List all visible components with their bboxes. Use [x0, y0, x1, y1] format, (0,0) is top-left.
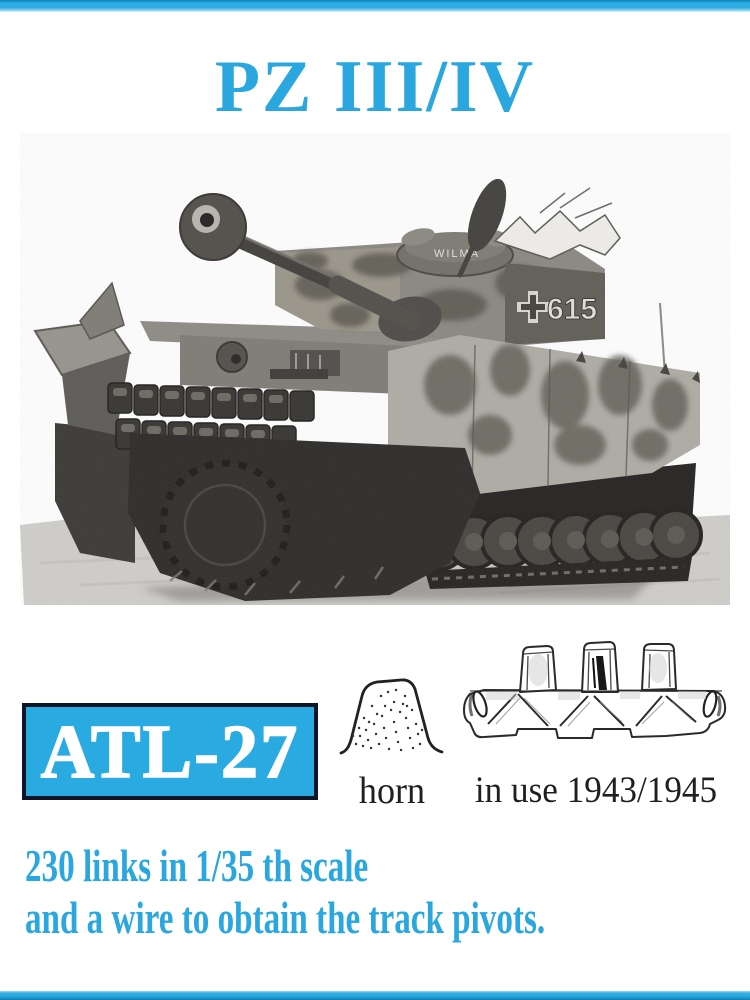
horn-label: horn	[358, 770, 426, 812]
top-border	[0, 0, 750, 12]
track-link-drawing	[460, 634, 732, 762]
product-code-badge	[22, 703, 318, 800]
product-code: ATL-27	[40, 709, 300, 794]
tank-photo-illustration	[20, 133, 730, 605]
tank-photo	[20, 133, 730, 605]
description-line-1: 230 links in 1/35 th scale	[25, 840, 369, 891]
bottom-border	[0, 991, 750, 1000]
page-title: PZ III/IV	[214, 46, 536, 128]
photo-grain	[20, 133, 730, 605]
description-line-2: and a wire to obtain the track pivots.	[25, 892, 546, 943]
track-label: in use 1943/1945	[474, 770, 718, 811]
product-description	[25, 840, 725, 944]
horn-drawing	[336, 666, 448, 760]
track-figure	[458, 634, 734, 809]
horn-figure	[334, 666, 450, 810]
